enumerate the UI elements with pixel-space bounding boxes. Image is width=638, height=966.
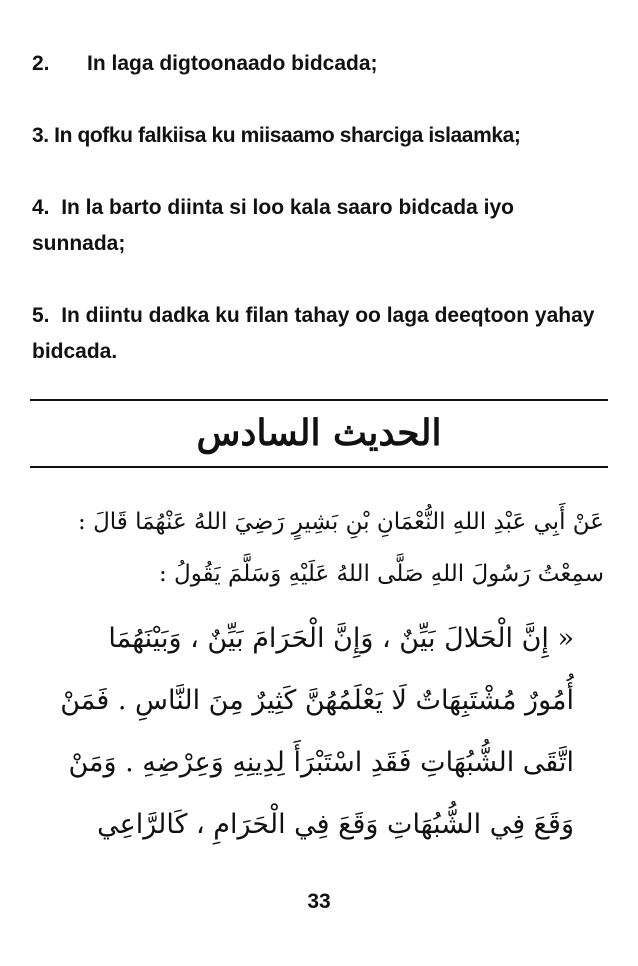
list-item xyxy=(32,190,608,262)
list-item-number: 5. xyxy=(32,304,50,327)
hadith-line: وَقَعَ فِي الشُّبُهَاتِ وَقَعَ فِي الْحَرَامِ ، كَالرَّاعِي xyxy=(97,809,574,840)
list-item xyxy=(32,118,608,154)
list-item-text: In qofku falkiisa ku miisaamo sharciga islaamka; xyxy=(54,124,521,147)
list-item-number: 2. xyxy=(32,52,50,75)
hadith-line: « إِنَّ الْحَلالَ بَيِّنٌ ، وَإِنَّ الْحَرَامَ بَيِّنٌ ، وَبَيْنَهُمَا xyxy=(108,623,574,654)
hadith-line: اتَّقَى الشُّبُهَاتِ فَقَدِ اسْتَبْرَأَ لِدِينِهِ وَعِرْضِهِ . وَمَنْ xyxy=(68,747,574,778)
divider-bottom xyxy=(30,466,608,468)
hadith-line: أُمُورٌ مُشْتَبِهَاتٌ لَا يَعْلَمُهُنَّ كَثِيرٌ مِنَ النَّاسِ . فَمَنْ xyxy=(60,685,574,716)
section-heading: الحديث السادس xyxy=(196,412,442,454)
narration-text: عَنْ أَبِي عَبْدِ اللهِ النُّعْمَانِ بْنِ بَشِيرٍ رَضِيَ اللهُ عَنْهُمَا قَالَ : سمِعْتُ رَسُولَ اللهِ صَلَّى اللهُ عَلَيْهِ وَسَلَّمَ يَقُولُ : xyxy=(78,509,604,587)
list-item-number: 3. xyxy=(32,124,49,147)
hadith-text xyxy=(48,608,574,856)
list-item-text: In diintu dadka ku filan tahay oo laga deeqtoon yahay bidcada. xyxy=(32,304,595,363)
divider-top xyxy=(30,399,608,401)
list-item-text: In laga digtoonaado bidcada; xyxy=(87,52,378,75)
page-number: 33 xyxy=(307,890,331,913)
list-item xyxy=(32,298,608,370)
list-item-text: In la barto diinta si loo kala saaro bidcada iyo sunnada; xyxy=(32,196,514,255)
list-item xyxy=(32,46,608,82)
list-item-number: 4. xyxy=(32,196,50,219)
